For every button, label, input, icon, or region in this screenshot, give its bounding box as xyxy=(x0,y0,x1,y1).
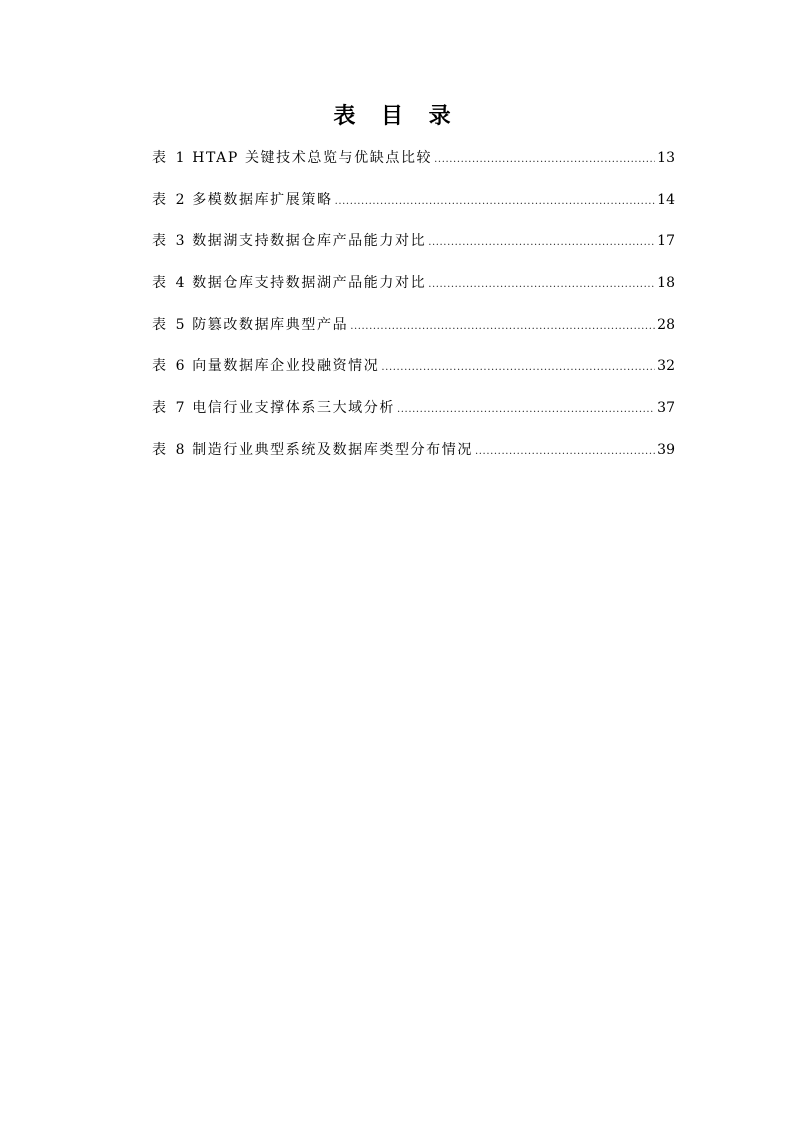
toc-entry-title: 多模数据库扩展策略 xyxy=(192,191,333,208)
toc-entry-prefix: 表 xyxy=(152,316,168,333)
toc-entry[interactable] xyxy=(152,229,675,271)
toc-entry-title: 数据湖支持数据仓库产品能力对比 xyxy=(192,233,427,250)
toc-entry-prefix: 表 xyxy=(152,233,168,250)
toc-entry-prefix: 表 xyxy=(152,358,168,375)
toc-entry[interactable] xyxy=(152,271,675,313)
toc-entry-prefix: 表 xyxy=(152,150,168,166)
toc-entry-page: 37 xyxy=(657,400,675,417)
toc-dot-leader xyxy=(350,315,655,339)
toc-entry-title: 电信行业支撑体系三大域分析 xyxy=(192,400,395,417)
toc-entry[interactable] xyxy=(152,313,675,355)
toc-entry-number: 7 xyxy=(175,400,187,417)
toc-dot-leader xyxy=(381,356,655,380)
page-title: 表 目 录 xyxy=(333,104,460,129)
toc-entry-label-group xyxy=(152,188,333,212)
toc-dot-leader xyxy=(428,273,655,297)
toc-entry-label-group xyxy=(152,313,348,337)
toc-entry-label-group xyxy=(152,354,379,378)
toc-entry-title: 制造行业典型系统及数据库类型分布情况 xyxy=(192,441,473,458)
toc-entry-prefix: 表 xyxy=(152,275,168,292)
toc-entry-title: 防篡改数据库典型产品 xyxy=(192,316,349,333)
toc-entry[interactable] xyxy=(152,354,675,396)
toc-entry-label-group xyxy=(152,271,426,295)
table-of-tables xyxy=(152,146,675,480)
toc-entry-label-group xyxy=(152,396,395,420)
toc-entry-label-group xyxy=(152,438,473,462)
toc-entry-number: 8 xyxy=(175,441,187,458)
toc-dot-leader xyxy=(397,398,655,422)
toc-entry[interactable] xyxy=(152,188,675,230)
toc-entry-page: 18 xyxy=(657,275,675,292)
toc-entry-prefix: 表 xyxy=(152,400,168,417)
toc-entry-page: 32 xyxy=(657,358,675,375)
toc-entry-prefix: 表 xyxy=(152,191,168,208)
toc-entry-title: 向量数据库企业投融资情况 xyxy=(192,358,380,375)
toc-entry-page: 17 xyxy=(657,233,675,250)
toc-entry-title: HTAP 关键技术总览与优缺点比较 xyxy=(192,150,433,166)
toc-entry[interactable] xyxy=(152,396,675,438)
toc-entry-number: 3 xyxy=(175,233,187,250)
toc-entry-number: 2 xyxy=(175,191,187,208)
toc-entry-title: 数据仓库支持数据湖产品能力对比 xyxy=(192,275,427,292)
toc-entry-label-group xyxy=(152,229,426,253)
toc-entry-prefix: 表 xyxy=(152,441,168,458)
toc-entry-page: 13 xyxy=(657,150,675,166)
toc-entry-number: 6 xyxy=(175,358,187,375)
toc-entry-number: 1 xyxy=(175,150,187,166)
toc-entry-number: 4 xyxy=(175,275,187,292)
toc-entry-page: 14 xyxy=(657,191,675,208)
toc-entry[interactable] xyxy=(152,146,675,188)
toc-entry-page: 28 xyxy=(657,316,675,333)
toc-entry-number: 5 xyxy=(175,316,187,333)
toc-entry-label-group xyxy=(152,146,432,170)
toc-dot-leader xyxy=(434,148,655,172)
toc-dot-leader xyxy=(475,440,655,464)
toc-dot-leader xyxy=(428,231,655,255)
toc-entry[interactable] xyxy=(152,438,675,480)
toc-dot-leader xyxy=(335,190,656,214)
toc-entry-page: 39 xyxy=(657,441,675,458)
